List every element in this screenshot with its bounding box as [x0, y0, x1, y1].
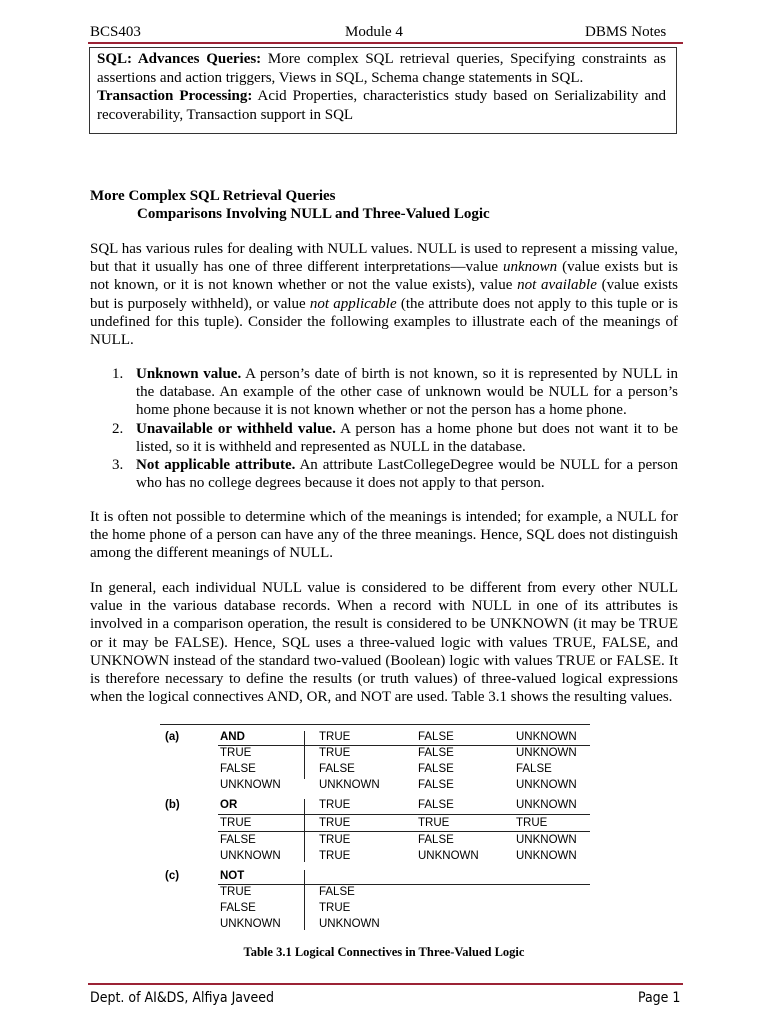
- and-column-divider: [304, 731, 305, 779]
- sql-topics-text: More complex SQL retrieval queries, Specifying constraints as assertions and action triggers, Views in SQL, Schema change statements in SQL.: [97, 51, 666, 86]
- or-cell: TRUE: [319, 850, 351, 862]
- footer-rule: [88, 983, 683, 985]
- or-row-label: FALSE: [220, 834, 256, 846]
- and-cell: UNKNOWN: [319, 779, 380, 791]
- transaction-topics-text: Acid Properties, characteristics study based on Serializability and recoverability, Transaction support in SQL: [97, 88, 666, 123]
- or-row-rule: [218, 831, 590, 832]
- and-col-header: UNKNOWN: [516, 731, 577, 743]
- table-b-label: (b): [165, 799, 180, 811]
- para1-not-applicable: not applicable: [309, 295, 397, 312]
- or-col-header: UNKNOWN: [516, 799, 577, 811]
- list-item-title: Unavailable or withheld value.: [136, 420, 336, 437]
- header-rule: [88, 42, 683, 44]
- or-cell: TRUE: [319, 817, 351, 829]
- and-row-label: UNKNOWN: [220, 779, 281, 791]
- and-cell: TRUE: [319, 747, 351, 759]
- list-item: [112, 365, 678, 420]
- not-row-label: FALSE: [220, 902, 256, 914]
- not-cell: FALSE: [319, 886, 355, 898]
- list-item-title: Unknown value.: [136, 366, 242, 382]
- para1-text-d: (the attribute does not apply to this tuple or is undefined for this tuple). Consider the following examples to illustrate each of the meanings of NULL.: [90, 295, 678, 349]
- section-subtitle: Comparisons Involving NULL and Three-Valued Logic: [137, 206, 490, 222]
- or-operator-header: OR: [220, 799, 238, 811]
- not-header-rule: [218, 884, 590, 885]
- null-meanings-list: [112, 365, 678, 492]
- list-item-text: An attribute LastCollegeDegree would be NULL for a person who has no college degrees because it does not apply to that person.: [136, 457, 679, 492]
- and-cell: UNKNOWN: [516, 779, 577, 791]
- paragraph-null-ambiguity: It is often not possible to determine which of the meanings is intended; for example, a NULL for the home phone of a person can have any of the three meanings. Hence, SQL does not distinguish among the different meanings of NULL.: [90, 509, 678, 562]
- not-row-label: UNKNOWN: [220, 918, 281, 930]
- list-item-number: 3.: [112, 457, 124, 474]
- or-row-label: TRUE: [220, 817, 252, 829]
- or-cell: TRUE: [418, 817, 450, 829]
- not-cell: TRUE: [319, 902, 351, 914]
- paragraph-null-interpretations: [90, 240, 678, 349]
- para1-not-available: not available: [517, 277, 597, 294]
- or-cell: TRUE: [516, 817, 548, 829]
- or-cell: UNKNOWN: [516, 834, 577, 846]
- or-header-rule: [218, 814, 590, 815]
- list-item-title: Not applicable attribute.: [136, 457, 296, 474]
- and-cell: UNKNOWN: [516, 747, 577, 759]
- not-row-label: TRUE: [220, 886, 252, 898]
- transaction-topics: [97, 87, 666, 124]
- not-cell: UNKNOWN: [319, 918, 380, 930]
- table-c-label: (c): [165, 870, 180, 882]
- and-operator-header: AND: [220, 731, 245, 743]
- or-row-label: UNKNOWN: [220, 850, 281, 862]
- and-col-header: FALSE: [418, 731, 454, 743]
- table-caption: Table 3.1 Logical Connectives in Three-Valued Logic: [243, 945, 525, 959]
- list-item-number: 2.: [112, 420, 124, 437]
- page-number: Page 1: [638, 990, 681, 1006]
- notes-label: DBMS Notes: [585, 24, 667, 40]
- or-cell: UNKNOWN: [418, 850, 479, 862]
- and-row-label: FALSE: [220, 763, 256, 775]
- or-col-header: TRUE: [319, 799, 351, 811]
- table-top-rule: [160, 724, 590, 725]
- and-cell: FALSE: [516, 763, 552, 775]
- module-label: Module 4: [345, 24, 403, 40]
- syllabus-box: [89, 47, 677, 134]
- or-cell: TRUE: [319, 834, 351, 846]
- course-code: BCS403: [90, 24, 141, 40]
- and-row-label: TRUE: [220, 747, 252, 759]
- list-item-number: 1.: [112, 366, 124, 382]
- list-item-text: A person has a home phone but does not want it to be listed, so it is withheld and represented as NULL in the database.: [136, 420, 678, 455]
- not-operator-header: NOT: [220, 870, 245, 882]
- list-item: [112, 420, 678, 456]
- paragraph-three-valued-logic: In general, each individual NULL value is considered to be different from every other NULL value in the various database records. When a record with NULL in one of its attributes is involved in a comparison operation, the result is considered to be UNKNOWN (it may be TRUE or it may be FALSE). Hence, SQL uses a three-valued logic with values TRUE, FALSE, and UNKNOWN instead of the standard two-valued (Boolean) logic with values TRUE or FALSE. It is therefore necessary to define the results (or truth values) of three-valued logical expressions when the logical connectives AND, OR, and NOT are used. Table 3.1 shows the resulting values.: [90, 580, 678, 706]
- para1-unknown: unknown: [502, 259, 558, 276]
- list-item: [112, 456, 678, 492]
- sql-topics-label: SQL: Advances Queries:: [97, 51, 262, 67]
- table-a-label: (a): [165, 731, 180, 743]
- or-cell: FALSE: [418, 834, 454, 846]
- and-cell: FALSE: [319, 763, 355, 775]
- para1-text-c: (value exists but is purposely withheld), or value: [90, 277, 678, 312]
- and-cell: FALSE: [418, 763, 454, 775]
- and-header-rule: [218, 745, 590, 746]
- and-cell: FALSE: [418, 779, 454, 791]
- para1-text-b: (value exists but is not known, or it is not known whether or not the value exists), value: [90, 259, 678, 294]
- and-cell: FALSE: [418, 747, 454, 759]
- and-col-header: TRUE: [319, 731, 351, 743]
- or-col-header: FALSE: [418, 799, 454, 811]
- sql-topics: [97, 50, 666, 87]
- transaction-topics-label: Transaction Processing:: [97, 88, 253, 104]
- section-title: More Complex SQL Retrieval Queries: [90, 188, 336, 204]
- not-column-divider: [304, 870, 305, 930]
- para1-text-a: SQL has various rules for dealing with NULL values. NULL is used to represent a missing value, but that it usually has one of three different interpretations—value: [90, 241, 678, 276]
- footer-dept: Dept. of AI&DS, Alfiya Javeed: [90, 990, 274, 1006]
- list-item-text: A person’s date of birth is not known, so it is represented by NULL in the database. An example of the other case of unknown would be NULL for a person’s home phone because it is not known whether or not the person has a home phone.: [136, 366, 679, 419]
- or-cell: UNKNOWN: [516, 850, 577, 862]
